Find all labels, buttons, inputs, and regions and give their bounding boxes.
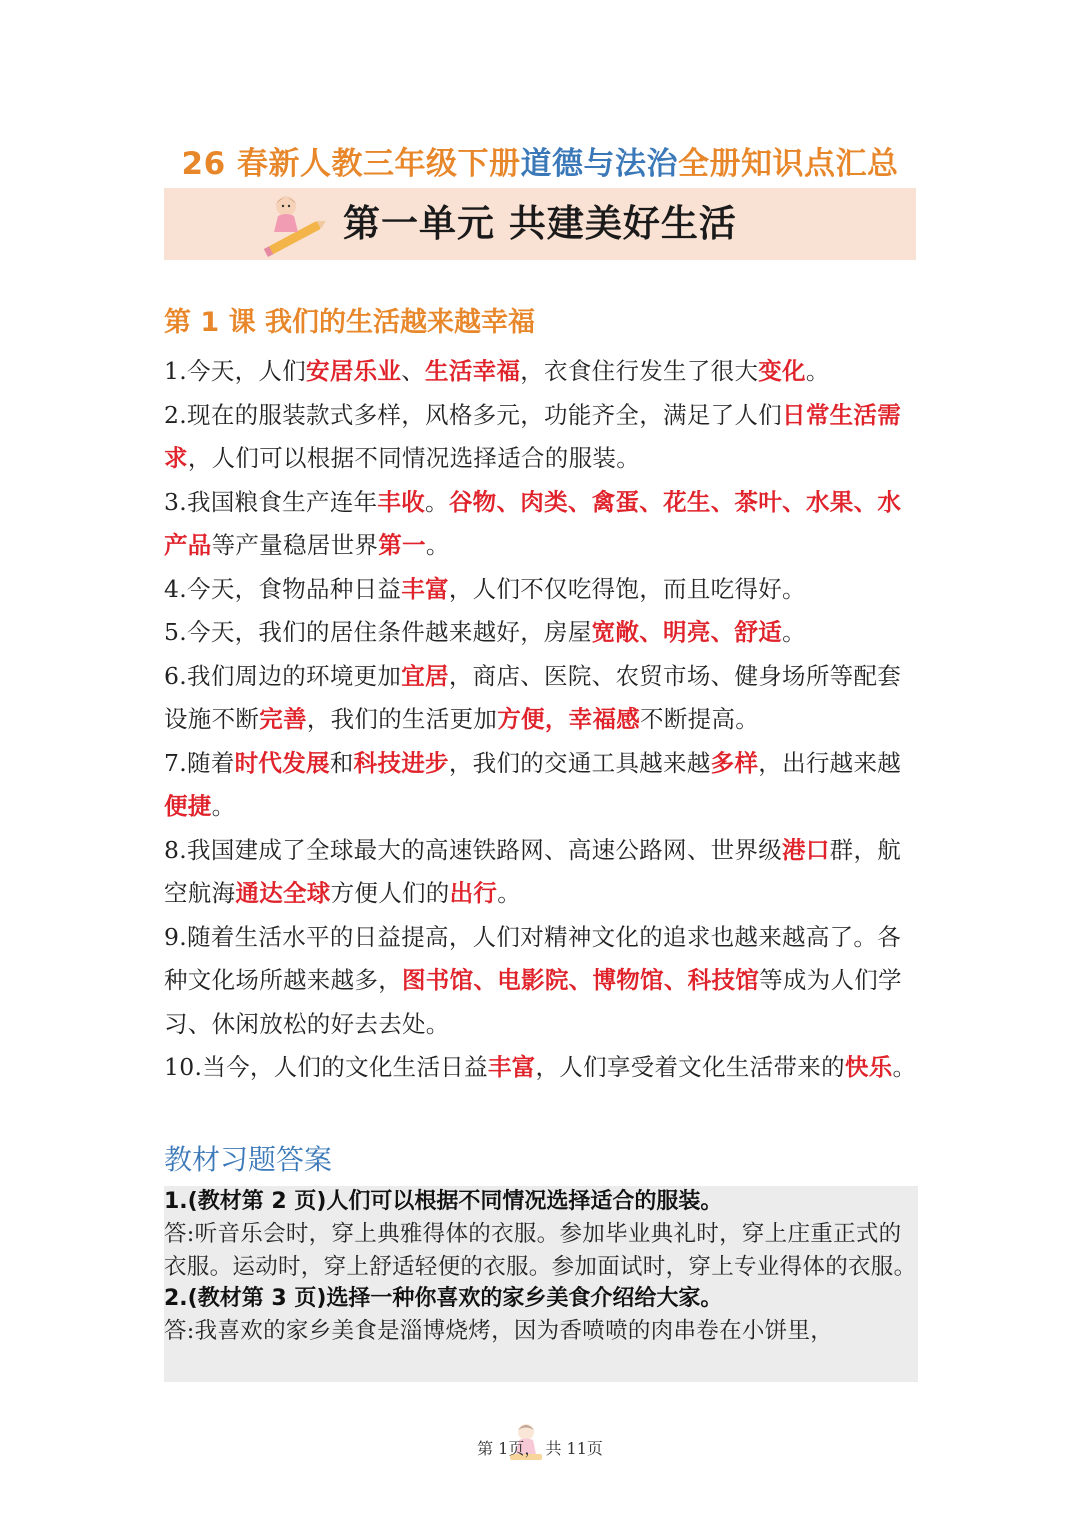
point-text: ，商店、医院、农贸市场、健身场所等配套设施不断: [164, 661, 902, 733]
section-title-exercises: 教材习题答案: [164, 1143, 333, 1176]
keyword-highlight: 花生: [663, 487, 711, 516]
keyword-highlight: 方便: [497, 705, 545, 733]
point-text: 7.随着: [164, 748, 235, 777]
exercise-answer-box: [164, 1186, 918, 1382]
keyword-highlight: 丰富: [487, 1053, 536, 1081]
keyword-highlight: 图书馆: [402, 966, 474, 994]
keyword-highlight: 、: [639, 618, 664, 646]
point-text: 群，航空航海: [164, 835, 902, 907]
title-suffix: 全册知识点汇总: [677, 146, 899, 182]
point-text: 9.随着生活水平的日益提高，人们对精神文化的追求也越来越高了。各种文化场所越来越多，: [164, 922, 902, 994]
keyword-highlight: 变化: [758, 357, 806, 385]
keyword-highlight: 、: [567, 487, 592, 516]
keyword-highlight: 、: [496, 487, 521, 516]
lesson-title: 第 1 课 我们的生活越来越幸福: [164, 307, 535, 338]
keyword-highlight: 快乐: [844, 1053, 893, 1081]
knowledge-point-7: [164, 742, 920, 829]
point-text: ，人们可以根据不同情况选择适合的服装。: [187, 444, 641, 472]
keyword-highlight: 生活幸福: [425, 357, 521, 385]
keyword-highlight: 日常生活需求: [164, 400, 902, 472]
point-text: 。: [805, 357, 830, 385]
exercise-answer-2: 答:我喜欢的家乡美食是淄博烧烤，因为香喷喷的肉串卷在小饼里，: [164, 1318, 834, 1344]
exercise-answer-1: 答:听音乐会时，穿上典雅得体的衣服。参加毕业典礼时，穿上庄重正式的衣服。运动时，穿上舒适轻便的衣服。参加面试时，穿上专业得体的衣服。: [164, 1221, 917, 1280]
knowledge-point-4: [164, 568, 920, 612]
keyword-highlight: 便捷: [164, 792, 212, 820]
point-text: ，我们的交通工具越来越: [448, 748, 711, 777]
knowledge-point-3: [164, 481, 920, 568]
point-text: 2.现在的服装款式多样，风格多元，功能齐全，满足了人们: [164, 400, 783, 429]
keyword-highlight: 幸福感: [568, 705, 641, 733]
point-text: 6.我们周边的环境更加: [164, 661, 402, 690]
point-text: 。: [425, 531, 450, 559]
keyword-highlight: 、: [782, 487, 806, 516]
keyword-highlight: 宜居: [401, 661, 449, 690]
point-text: 8.我国建成了全球最大的高速铁路网、高速公路网、世界级: [164, 835, 783, 864]
knowledge-point-2: [164, 394, 920, 481]
knowledge-point-9: [164, 916, 920, 1047]
keyword-highlight: 茶叶: [734, 487, 783, 516]
point-text: 。: [425, 487, 449, 516]
keyword-highlight: 、: [710, 618, 735, 646]
point-text: 等成为人们学习、休闲放松的好去去处。: [164, 966, 902, 1038]
keyword-highlight: 第一: [378, 531, 426, 559]
title-subject: 道德与法治: [520, 146, 678, 182]
point-text: 。: [211, 792, 236, 820]
point-text: 。: [892, 1053, 917, 1081]
knowledge-point-1: [164, 350, 920, 394]
point-text: 不断提高。: [640, 705, 760, 733]
keyword-highlight: 宽敞: [591, 618, 640, 646]
keyword-highlight: 、: [568, 966, 593, 994]
page-number: 第 1页， 共 11页: [477, 1439, 603, 1458]
keyword-highlight: 时代发展: [234, 748, 330, 777]
point-text: ，人们享受着文化生活带来的: [535, 1053, 845, 1081]
point-text: ，我们的生活更加: [306, 705, 498, 733]
point-text: 4.今天，食物品种日益: [164, 574, 402, 603]
keyword-highlight: 、: [639, 487, 664, 516]
keyword-highlight: 科技馆: [687, 966, 760, 994]
point-text: 3.我国粮食生产连年: [164, 487, 378, 516]
keyword-highlight: 科技进步: [353, 748, 449, 777]
point-text: 1.今天，人们: [164, 357, 307, 385]
point-text: ，出行越来越: [758, 748, 902, 777]
knowledge-point-list: [164, 350, 920, 1090]
point-text: 、: [401, 357, 426, 385]
title-prefix: 26 春新人教三年级下册: [181, 146, 521, 182]
knowledge-point-10: [164, 1046, 920, 1090]
point-text: 等产量稳居世界: [211, 531, 379, 559]
point-text: 5.今天，我们的居住条件越来越好，房屋: [164, 618, 592, 646]
point-text: 。: [782, 618, 806, 646]
keyword-highlight: 禽蛋: [591, 487, 640, 516]
point-text: 10.当今，人们的文化生活日益: [164, 1053, 488, 1081]
exercise-question-2: 2.(教材第 3 页)选择一种你喜欢的家乡美食介绍给大家。: [164, 1286, 723, 1311]
keyword-highlight: 肉类: [520, 487, 568, 516]
point-text: 和: [329, 748, 354, 777]
knowledge-point-5: [164, 611, 920, 655]
keyword-highlight: 、: [853, 487, 878, 516]
keyword-highlight: 通达全球: [235, 879, 331, 907]
keyword-highlight: 多样: [710, 748, 759, 777]
keyword-highlight: 出行: [449, 879, 498, 907]
keyword-highlight: 、: [710, 487, 735, 516]
knowledge-point-8: [164, 829, 920, 916]
exercise-question-1: 1.(教材第 2 页)人们可以根据不同情况选择适合的服装。: [164, 1189, 723, 1214]
point-text: ，衣食住行发生了很大: [520, 357, 759, 385]
keyword-highlight: 、: [473, 966, 498, 994]
unit-title: 第一单元 共建美好生活: [343, 202, 737, 245]
knowledge-point-6: [164, 655, 920, 742]
keyword-highlight: 完善: [259, 705, 307, 733]
keyword-highlight: 水果: [805, 487, 854, 516]
point-text: 。: [497, 879, 522, 907]
document-title: [0, 138, 1080, 183]
keyword-highlight: 丰收: [377, 487, 426, 516]
keyword-highlight: ，: [544, 705, 569, 733]
unit-banner: [164, 188, 916, 260]
keyword-highlight: 舒适: [734, 618, 783, 646]
point-text: ，人们不仅吃得饱，而且吃得好。: [448, 574, 806, 603]
keyword-highlight: 谷物: [448, 487, 497, 516]
point-text: 方便人们的: [330, 879, 450, 907]
keyword-highlight: 明亮: [663, 618, 711, 646]
keyword-highlight: 博物馆: [592, 966, 664, 994]
keyword-highlight: 水产品: [164, 487, 902, 559]
keyword-highlight: 电影院: [497, 966, 569, 994]
keyword-highlight: 丰富: [401, 574, 449, 603]
keyword-highlight: 安居乐业: [306, 357, 402, 385]
keyword-highlight: 、: [663, 966, 688, 994]
keyword-highlight: 港口: [782, 835, 830, 864]
